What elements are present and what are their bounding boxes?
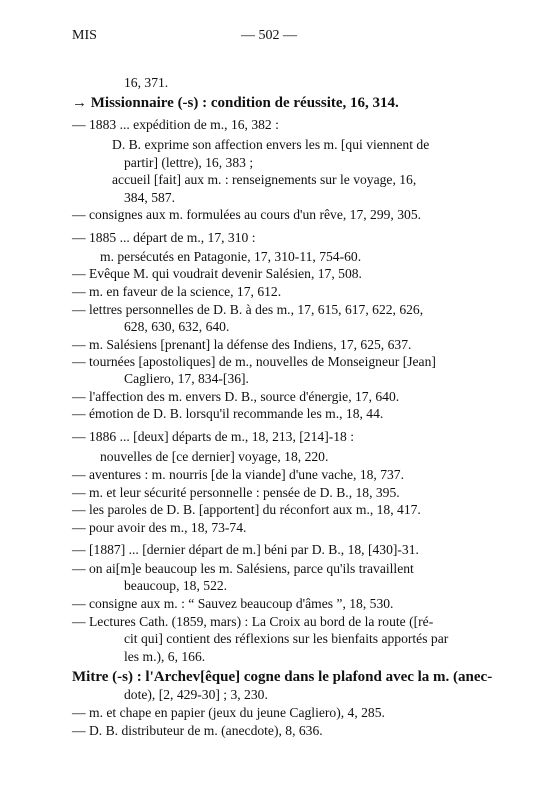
index-line: — consignes aux m. formulées au cours d'un rêve, 17, 299, 305.	[72, 207, 422, 222]
index-entry-heading: Mitre (-s) : l'Archev[êque] cogne dans le plafond avec la m. (anec-	[72, 669, 493, 685]
index-line: — tournées [apostoliques] de m., nouvelles de Monseigneur [Jean]	[72, 354, 436, 369]
index-line: — les paroles de D. B. [apportent] du réconfort aux m., 18, 417.	[72, 502, 421, 517]
index-line: — Evêque M. qui voudrait devenir Salésien, 17, 508.	[72, 266, 362, 281]
index-line: Cagliero, 17, 834-[36].	[124, 371, 249, 386]
index-line: — [1887] ... [dernier départ de m.] béni par D. B., 18, [430]-31.	[72, 542, 419, 557]
index-line: 16, 371.	[124, 75, 169, 90]
index-line: — on ai[m]e beaucoup les m. Salésiens, parce qu'ils travaillent	[72, 561, 414, 576]
index-line: 628, 630, 632, 640.	[124, 319, 230, 334]
index-line: — pour avoir des m., 18, 73-74.	[72, 520, 247, 535]
index-line: — 1885 ... départ de m., 17, 310 :	[72, 230, 256, 245]
index-line: — consigne aux m. : “ Sauvez beaucoup d'âmes ”, 18, 530.	[72, 596, 394, 611]
index-line: — l'affection des m. envers D. B., source d'énergie, 17, 640.	[72, 389, 400, 404]
page-number: — 502 —	[241, 28, 297, 43]
index-entry-heading: → Missionnaire (-s) : condition de réussite, 16, 314.	[72, 95, 399, 111]
index-line: accueil [fait] aux m. : renseignements sur le voyage, 16,	[112, 172, 417, 187]
index-line: — aventures : m. nourris [de la viande] d'une vache, 18, 737.	[72, 467, 404, 482]
index-line: — 1883 ... expédition de m., 16, 382 :	[72, 117, 279, 132]
index-line: — m. Salésiens [prenant] la défense des Indiens, 17, 625, 637.	[72, 337, 412, 352]
section-label: MIS	[72, 28, 97, 43]
index-line: 384, 587.	[124, 190, 175, 205]
index-line: — émotion de D. B. lorsqu'il recommande les m., 18, 44.	[72, 406, 384, 421]
index-line: — m. et leur sécurité personnelle : pensée de D. B., 18, 395.	[72, 485, 400, 500]
index-line: — m. et chape en papier (jeux du jeune Cagliero), 4, 285.	[72, 705, 385, 720]
index-line: — Lectures Cath. (1859, mars) : La Croix au bord de la route ([ré-	[72, 614, 434, 629]
index-line: dote), [2, 429-30] ; 3, 230.	[124, 687, 268, 702]
index-line: D. B. exprime son affection envers les m. [qui viennent de	[112, 137, 430, 152]
page-header	[0, 27, 538, 45]
index-line: partir] (lettre), 16, 383 ;	[124, 155, 254, 170]
index-line: nouvelles de [ce dernier] voyage, 18, 220.	[100, 449, 329, 464]
index-line: m. persécutés en Patagonie, 17, 310-11, 754-60.	[100, 249, 362, 264]
index-line: — 1886 ... [deux] départs de m., 18, 213, [214]-18 :	[72, 429, 355, 444]
index-line: cit qui] contient des réflexions sur les bienfaits apportés par	[124, 631, 449, 646]
index-line: les m.), 6, 166.	[124, 649, 206, 664]
index-line: — lettres personnelles de D. B. à des m., 17, 615, 617, 622, 626,	[72, 302, 424, 317]
index-line: — m. en faveur de la science, 17, 612.	[72, 284, 282, 299]
index-line: beaucoup, 18, 522.	[124, 578, 228, 593]
index-line: — D. B. distributeur de m. (anecdote), 8, 636.	[72, 723, 323, 738]
